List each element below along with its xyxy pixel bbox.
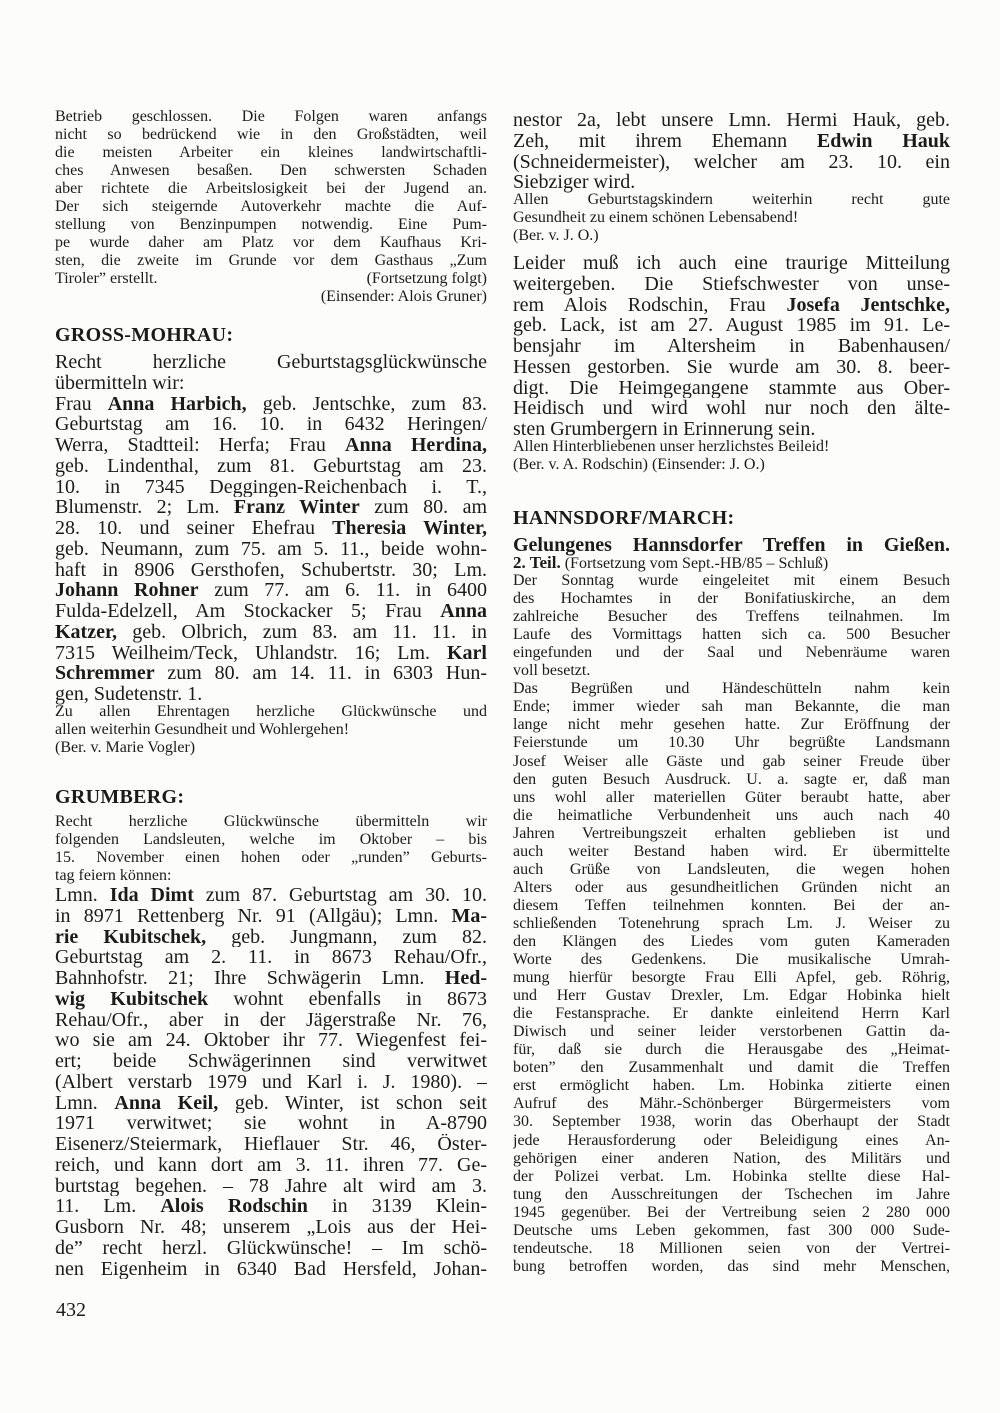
bold-name: Johann Rohner [55,580,199,601]
page-number: 432 [56,1299,86,1321]
text-line: Gesundheit zu einem schönen Lebensabend! [513,209,799,227]
bold-name: Katzer, [55,621,118,643]
text-line: geb. Lindenthal, zum 81. Geburtstag am 23. [55,455,487,477]
text-line: mung hierfür besorgte Frau Elli Apfel, geb. Röhrig, [513,969,950,987]
text-line: auch weiter Bestand haben wird. Er übermittelte [513,842,950,860]
text-line: allen weiterhin Gesundheit und Wohlergehen! [55,721,350,739]
paragraph [55,108,487,307]
text-line: (Albert verstarb 1979 und Karl i. J. 1980). – [55,1071,487,1093]
text-line: Rehau/Ofr., aber in der Jägerstraße Nr. 76, [55,1009,487,1031]
section-heading [55,786,487,808]
text-segment: Tiroler” erstellt. [55,270,158,288]
text-line: Hessen gestorben. Sie wurde am 30. 8. beer- [513,356,950,378]
text-line: Eisenerz/Steiermark, Hieflauer Str. 46, Öster- [55,1134,487,1155]
text-line: gehörigen einer anderen Nation, des Militärs und [513,1149,950,1167]
text-line: Geburtstag am 16. 10. in 6432 Heringen/ [55,414,487,435]
paragraph [513,572,950,680]
bold-name: Hed- [444,968,487,989]
text-line [55,663,487,684]
text-line [55,580,487,601]
text-line: Feierstunde um 10.30 Uhr begrüßte Landsmann [513,734,950,752]
bold-name: Anna [440,601,487,622]
text-line [55,968,487,989]
bold-name: wig Kubitschek [55,988,209,1010]
bold-name: Anna Harbich, [107,393,247,415]
text-line: uns wohl aller materiellen Güter beraubt hatte, aber [513,788,950,806]
text-block [55,703,487,757]
text-line: zahlreiche Besucher des Treffens teilnahmen. Im [513,608,950,626]
text-line: die Festansprache. Er dankte einleitend Herrn Karl [513,1005,950,1023]
text-line: Jahren Vertreibungszeit erhalten geblieben ist und [513,824,950,842]
text-line: übermitteln wir: [55,372,185,394]
text-line: erst ermöglicht haben. Lm. Hobinka zitierte einen [513,1077,950,1095]
text-segment: 28. 10. und seiner Ehefrau [55,518,333,539]
text-line: (Ber. v. A. Rodschin) (Einsender: J. O.) [513,456,765,474]
bold-name: Ma- [451,905,487,927]
text-block [513,253,950,440]
text-block [55,108,487,307]
paragraph [55,885,487,1279]
text-block [513,438,950,474]
text-line: voll besetzt. [513,662,591,680]
heading-text: GROSS-MOHRAU: [55,324,234,346]
text-line: Aufruf des Mähr.-Schönberger Bürgermeisters vom [513,1095,950,1113]
text-line: Alters oder aus gesundheitlichen Gründen nicht an [513,878,950,896]
text-block [55,885,487,1279]
text-line: auch Grüße von Landsleuten, die wegen hohen [513,860,950,878]
text-segment: zum 77. am 6. 11. in 6400 [198,580,487,601]
text-line: lange nicht mehr gesehen hatte. Zur Eröffnung der [513,716,950,734]
text-line: nen Eigenheim in 6340 Bad Hersfeld, Johan- [55,1258,487,1280]
text-line: Allen Hinterbliebenen unser herzlichstes Beileid! [513,438,830,455]
text-line: Ende; immer wieder sah man Bekannte, die man [513,698,950,716]
paragraph [55,703,487,739]
text-segment: geb. Jungmann, zum 82. [206,926,487,948]
text-line [55,601,487,622]
text-line: Leider muß ich auch eine traurige Mitteilung [513,253,950,274]
text-segment: (Fortsetzung vom Sept.-HB/85 – Schluß) [560,555,829,572]
text-line [55,885,487,906]
text-segment: geb. Winter, ist schon seit [218,1092,487,1114]
bold-name: Alois Rodschin [160,1196,308,1217]
text-segment: Fulda-Edelzell, Am Stockacker 5; Frau [55,601,441,622]
text-line: Betrieb geschlossen. Die Folgen waren anfangs [55,108,487,125]
paragraph [55,352,487,394]
text-line: 1971 verwitwet; sie wohnt in A-8790 [55,1113,487,1134]
text-line [513,554,950,572]
text-line: Zu allen Ehrentagen herzliche Glückwünsche und [55,703,487,720]
text-line: Allen Geburtstagskindern weiterhin recht gute [513,191,950,208]
text-line: Recht herzliche Glückwünsche übermitteln wir [55,813,487,830]
text-block [513,110,950,193]
paragraph [55,813,487,885]
text-line: Gusborn Nr. 48; unserem „Lois aus der Hei- [55,1217,487,1238]
text-segment: in 8971 Rettenberg Nr. 91 (Allgäu); Lmn. [55,905,452,927]
section-heading [513,507,950,529]
text-line [55,435,487,456]
text-line: Der sich steigernde Autoverkehr machte die Auf- [55,198,487,216]
text-line: Josef Weiser alle Gäste und gab seiner Freude über [513,752,950,770]
text-line: haft in 8906 Gersthofen, Schubertstr. 30; Lm. [55,559,487,581]
text-line: bung betroffen worden, das sind mehr Menschen, [513,1257,950,1275]
bold-name: Karl [447,642,487,664]
text-line: sten, die zweite im Grunde vor dem Gasthaus „Zum [55,252,487,270]
text-line: des Hochamtes in der Bonifatiuskirche, an dem [513,590,950,608]
text-line: burtstag begehen. – 78 Jahre alt wird am 3. [55,1175,487,1197]
text-line: Geburtstag am 2. 11. in 8673 Rehau/Ofr., [55,947,487,968]
text-line: Recht herzliche Geburtstagsglückwünsche [55,352,487,373]
text-line: 1945 gegenüber. Bei der Vertreibung seien 2 280 000 [513,1203,950,1221]
text-segment: wohnt ebenfalls in 8673 [208,988,487,1010]
text-line: jede Herausforderung oder Beleidigung eines An- [513,1131,950,1149]
text-segment: zum 80. am 14. 11. in 6303 Hun- [154,663,487,684]
text-line [55,622,487,643]
text-line: ches Anwesen besaßen. Den schwersten Schaden [55,162,487,180]
text-line: de” recht herzl. Glückwünsche! – Im schö- [55,1237,487,1259]
paragraph [513,110,950,193]
text-line: Das Begrüßen und Händeschütteln nahm kein [513,680,950,698]
text-segment: Lmn. [55,885,110,906]
bold-name: Schremmer [55,663,155,684]
text-segment: zum 80. am [359,497,487,518]
text-line: geb. Neumann, zum 75. am 5. 11., beide wohn- [55,538,487,560]
text-line: weitergeben. Die Stiefschwester von unse- [513,273,950,295]
text-line: aber richtete die Arbeitslosigkeit bei der Jugend an. [55,180,487,198]
text-line: wo sie am 24. Oktober ihr 77. Wiegenfest fei- [55,1030,487,1051]
text-segment: Lmn. [55,1092,115,1114]
text-line: folgenden Landsleuten, welche im Oktober – bis [55,831,487,849]
text-line: 10. in 7345 Deggingen-Reichenbach i. T., [55,476,487,498]
bold-name: Josefa Jentschke, [786,294,950,316]
text-line: tag feiern können: [55,867,172,885]
bold-name: Anna Keil, [114,1092,219,1114]
heading-text: HANNSDORF/MARCH: [513,507,735,529]
text-line: 30. September 1938, worin das Oberhaupt der Stadt [513,1113,950,1131]
text-line: (Schneidermeister), welcher am 23. 10. ein [513,151,950,173]
text-line: die meisten Arbeiter ein kleines landwirtschaftli- [55,144,487,162]
text-segment: Werra, Stadtteil: Herfa; Frau [55,435,346,456]
text-line [55,518,487,539]
bold-name: Ida Dimt [109,885,194,906]
text-line [55,497,487,518]
text-line: Der Sonntag wurde eingeleitet mit einem Besuch [513,572,950,590]
bold-name: Anna Herdina, [345,435,487,456]
text-line: gen, Sudetenstr. 1. [55,684,203,705]
text-line [55,1196,487,1217]
text-line [55,1093,487,1114]
text-line: (Ber. v. Marie Vogler) [55,739,196,757]
text-line [55,394,487,415]
text-line: Heidisch und wird wohl nur noch den älte- [513,398,950,419]
text-block [55,813,487,885]
text-line: boten” den Zusammenhalt und damit die Treffen [513,1059,950,1077]
text-line: und Herr Gustav Drexler, Lm. Edgar Hobinka hielt [513,987,950,1005]
text-segment: rem Alois Rodschin, Frau [513,294,787,316]
paragraph [513,227,950,245]
text-line: den guten Besuch Ausdruck. U. a. sagte er, daß man [513,770,950,788]
text-line: nicht so bedrückend wie in den Großstädten, weil [55,126,487,144]
text-line [55,270,487,288]
text-block [513,191,950,245]
text-block [55,352,487,705]
text-segment: 7315 Weilheim/Teck, Uhlandstr. 16; Lm. [55,642,447,664]
text-line: den Klängen des Liedes vom guten Kameraden [513,932,950,950]
text-line: sten Grumbergern in Erinnerung sein. [513,419,816,440]
text-line [55,927,487,948]
continuation-note: (Fortsetzung folgt) [366,270,487,288]
bold-name: Franz Winter [233,497,360,518]
text-line: Diwisch und seiner leider verstorbenen Gattin da- [513,1023,950,1041]
section-heading [55,324,487,346]
text-line: ert; beide Schwägerinnen sind verwitwet [55,1051,487,1072]
text-line: diesem Teffen teilnehmen konnten. Bei der an- [513,896,950,914]
author-credit: (Einsender: Alois Gruner) [320,288,487,306]
title-text: Gelungenes Hannsdorfer Treffen in Gießen. [513,534,950,556]
text-line: tung den Ausschreitungen der Tschechen im Jahre [513,1185,950,1203]
text-segment: geb. Jentschke, zum 83. [246,393,487,415]
text-line: pe wurde daher am Platz vor dem Kaufhaus Kri- [55,234,487,252]
text-line [55,989,487,1010]
text-line: bensjahr im Altersheim in Babenhausen/ [513,336,950,357]
text-segment: Bahnhofstr. 21; Ihre Schwägerin Lmn. [55,968,445,989]
text-segment: Zeh, mit ihrem Ehemann [513,130,817,152]
paragraph [513,438,950,456]
paragraph [55,394,487,705]
text-line: die heimatliche Verbundenheit uns auch nach 40 [513,806,950,824]
text-segment: in 3139 Klein- [307,1196,487,1217]
text-line: eingefunden und der Saal und Nebenräume waren [513,644,950,662]
text-line: (Ber. v. J. O.) [513,227,599,245]
paragraph [513,456,950,474]
heading-text: GRUMBERG: [55,786,185,808]
paragraph [513,253,950,440]
bold-name: Theresia Winter, [332,518,487,539]
text-segment: geb. Olbrich, zum 83. am 11. 11. in [117,621,487,643]
text-line [55,906,487,927]
bold-name: Edwin Hauk [816,130,950,152]
text-line: digt. Die Heimgegangene stammte aus Ober- [513,377,950,399]
text-line: stellung von Benzinpumpen notwendig. Eine Pum- [55,216,487,234]
bold-name: rie Kubitschek, [55,926,207,948]
text-line: geb. Lack, ist am 27. August 1985 im 91. Le- [513,315,950,336]
bold-name: 2. Teil. [513,554,561,572]
text-segment: zum 87. Geburtstag am 30. 10. [193,885,487,906]
text-line: nestor 2a, lebt unsere Lmn. Hermi Hauk, geb. [513,110,950,131]
text-block [513,554,950,1276]
text-line [513,295,950,316]
article-title [513,534,950,556]
text-line: Deutsche ums Leben gekommen, fast 300 000 Sude- [513,1221,950,1239]
text-line [513,131,950,152]
text-line: Siebziger wird. [513,172,636,193]
paragraph [513,680,950,1276]
text-segment: Blumenstr. 2; Lm. [55,497,234,518]
text-line: Laufe des Vormittags hatten sich ca. 500 Besucher [513,626,950,644]
text-line: schließenden Totenehrung sprach Lm. J. Weiser zu [513,914,950,932]
text-line: für, daß sie durch die Herausgabe des „Heimat- [513,1041,950,1059]
paragraph [513,554,950,572]
paragraph [513,191,950,227]
text-line: tendeutsche. 18 Millionen seien von der Vertrei- [513,1239,950,1257]
text-segment: 11. Lm. [55,1196,161,1217]
text-line: Worte des Gedenkens. Die musikalische Umrah- [513,951,950,969]
text-line: reich, und kann dort am 3. 11. ihren 77. Ge- [55,1154,487,1176]
paragraph [55,739,487,757]
text-line: der Polizei verbat. Lm. Hobinka stellte diese Hal- [513,1167,950,1185]
text-line [55,643,487,664]
text-segment: Frau [55,393,108,415]
text-line: 15. November einen hohen oder „runden” Geburts- [55,849,487,867]
